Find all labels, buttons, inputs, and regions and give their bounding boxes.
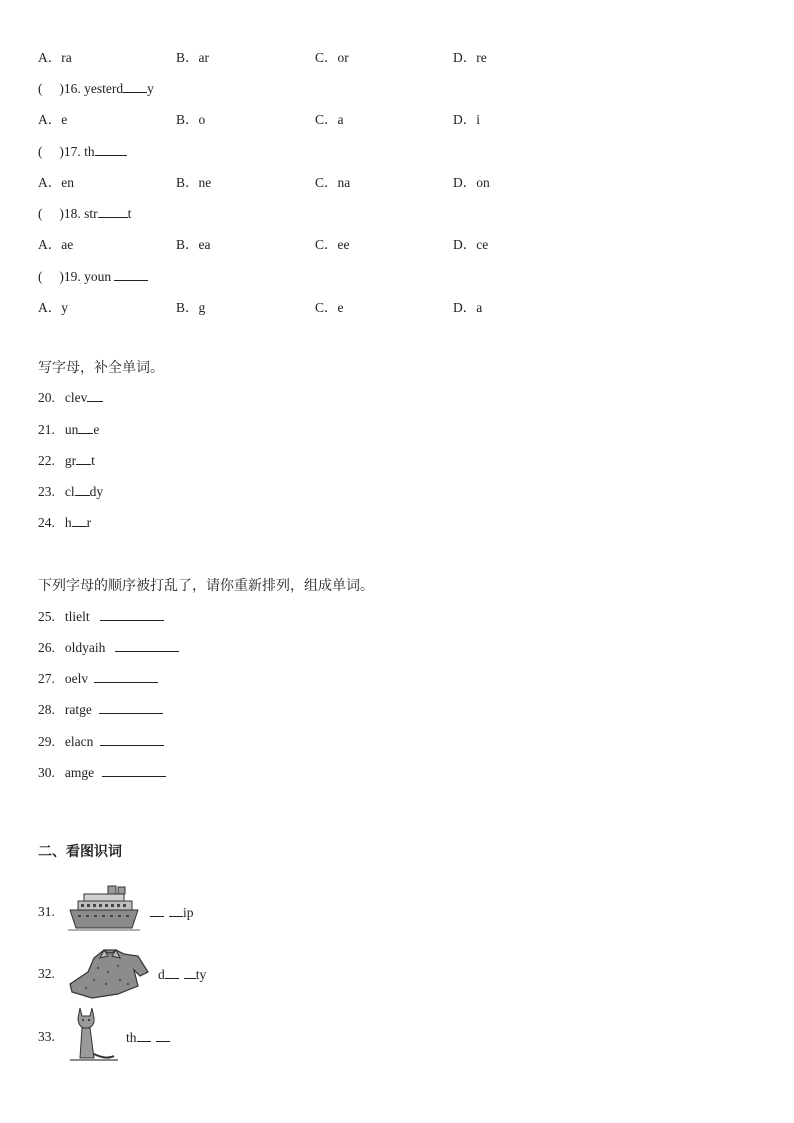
question-text: t: [127, 206, 132, 221]
option-c: C．a: [315, 112, 344, 127]
option-a: A．en: [38, 175, 74, 190]
scrambled-word: tlielt: [64, 609, 90, 624]
question-text: ( )17. th: [38, 144, 95, 159]
option-d: D．a: [453, 300, 483, 315]
answer-blank[interactable]: [100, 608, 164, 621]
word-fragment: ip: [183, 905, 194, 920]
option-a: A．ra: [38, 50, 72, 65]
fill-item-22: [38, 452, 95, 469]
word-fragment: h: [64, 515, 72, 530]
word-fragment: cl: [64, 484, 75, 499]
section-heading: 二、看图识词: [38, 844, 122, 860]
word-fragment: d: [158, 967, 165, 982]
question-text: y: [147, 81, 154, 96]
answer-blank[interactable]: [114, 268, 148, 281]
cat-picture: [68, 1004, 120, 1064]
answer-blank[interactable]: [150, 904, 164, 917]
answer-line: [158, 966, 206, 983]
section-instruction: 下列字母的顺序被打乱了，请你重新排列，组成单词。: [38, 578, 374, 594]
answer-blank[interactable]: [156, 1029, 170, 1042]
item-number: 33.: [38, 1029, 55, 1044]
answer-blank[interactable]: [99, 701, 163, 714]
fill-item-20: [38, 389, 103, 406]
question-text: ( )19. youn: [38, 269, 112, 284]
item-number: 30.: [38, 765, 55, 780]
scrambled-word: oelv: [64, 671, 89, 686]
word-fragment: t: [91, 453, 95, 468]
answer-blank[interactable]: [184, 966, 196, 979]
unscramble-item-26: [38, 639, 179, 656]
q19-options: [38, 296, 598, 314]
q18-options: [38, 233, 598, 251]
answer-blank[interactable]: [78, 421, 93, 434]
dress-picture: [68, 946, 152, 1000]
question-18: [38, 202, 131, 222]
scrambled-word: elacn: [64, 734, 94, 749]
option-d: D．i: [453, 112, 480, 127]
question-text: ( )18. str: [38, 206, 98, 221]
section-instruction: 写字母，补全单词。: [38, 360, 164, 376]
answer-blank[interactable]: [75, 483, 90, 496]
option-b: B．ea: [176, 237, 211, 252]
item-number: 31.: [38, 904, 55, 919]
fill-item-21: [38, 421, 99, 438]
option-a: A．ae: [38, 237, 74, 252]
option-c: C．e: [315, 300, 344, 315]
answer-blank[interactable]: [165, 966, 179, 979]
word-fragment: ty: [195, 967, 207, 982]
q17-options: [38, 171, 598, 189]
scrambled-word: amge: [64, 765, 95, 780]
answer-blank[interactable]: [98, 205, 128, 218]
question-16: [38, 77, 154, 97]
answer-line: [150, 904, 194, 921]
question-text: ( )16. yesterd: [38, 81, 124, 96]
fill-item-24: [38, 514, 91, 531]
item-number: 24.: [38, 515, 55, 530]
fill-item-23: [38, 483, 103, 500]
q15-options: [38, 46, 598, 64]
word-fragment: r: [86, 515, 92, 530]
item-number: 27.: [38, 671, 55, 686]
scrambled-word: ratge: [64, 702, 92, 717]
unscramble-item-27: [38, 670, 158, 687]
answer-blank[interactable]: [95, 143, 127, 156]
answer-blank[interactable]: [100, 733, 164, 746]
option-a: A．y: [38, 300, 68, 315]
option-b: B．o: [176, 112, 206, 127]
word-fragment: dy: [89, 484, 104, 499]
unscramble-item-29: [38, 733, 164, 750]
unscramble-item-28: [38, 701, 163, 718]
answer-blank[interactable]: [123, 80, 147, 93]
option-c: C．na: [315, 175, 351, 190]
q16-options: [38, 108, 598, 126]
item-number: 23.: [38, 484, 55, 499]
item-number: 25.: [38, 609, 55, 624]
word-fragment: clev: [64, 390, 88, 405]
unscramble-item-25: [38, 608, 164, 625]
answer-blank[interactable]: [169, 904, 183, 917]
answer-blank[interactable]: [115, 639, 179, 652]
option-c: C．or: [315, 50, 349, 65]
answer-line: [126, 1029, 170, 1046]
option-b: B．ar: [176, 50, 209, 65]
answer-blank[interactable]: [87, 389, 103, 402]
option-d: D．ce: [453, 237, 489, 252]
unscramble-item-30: [38, 764, 166, 781]
answer-blank[interactable]: [137, 1029, 151, 1042]
item-number: 29.: [38, 734, 55, 749]
answer-blank[interactable]: [76, 452, 91, 465]
ship-picture: [68, 884, 140, 934]
question-17: [38, 140, 127, 160]
option-d: D．on: [453, 175, 490, 190]
item-number: 26.: [38, 640, 55, 655]
option-c: C．ee: [315, 237, 350, 252]
item-number: 21.: [38, 422, 55, 437]
item-number: 28.: [38, 702, 55, 717]
option-b: B．ne: [176, 175, 212, 190]
word-fragment: gr: [64, 453, 77, 468]
option-a: A．e: [38, 112, 68, 127]
answer-blank[interactable]: [94, 670, 158, 683]
scrambled-word: oldyaih: [64, 640, 106, 655]
option-b: B．g: [176, 300, 206, 315]
word-fragment: un: [64, 422, 79, 437]
word-fragment: th: [126, 1030, 137, 1045]
item-number: 20.: [38, 390, 55, 405]
option-d: D．re: [453, 50, 487, 65]
answer-blank[interactable]: [102, 764, 166, 777]
question-19: [38, 265, 148, 285]
item-number: 22.: [38, 453, 55, 468]
answer-blank[interactable]: [72, 514, 87, 527]
item-number: 32.: [38, 966, 55, 981]
word-fragment: e: [93, 422, 100, 437]
